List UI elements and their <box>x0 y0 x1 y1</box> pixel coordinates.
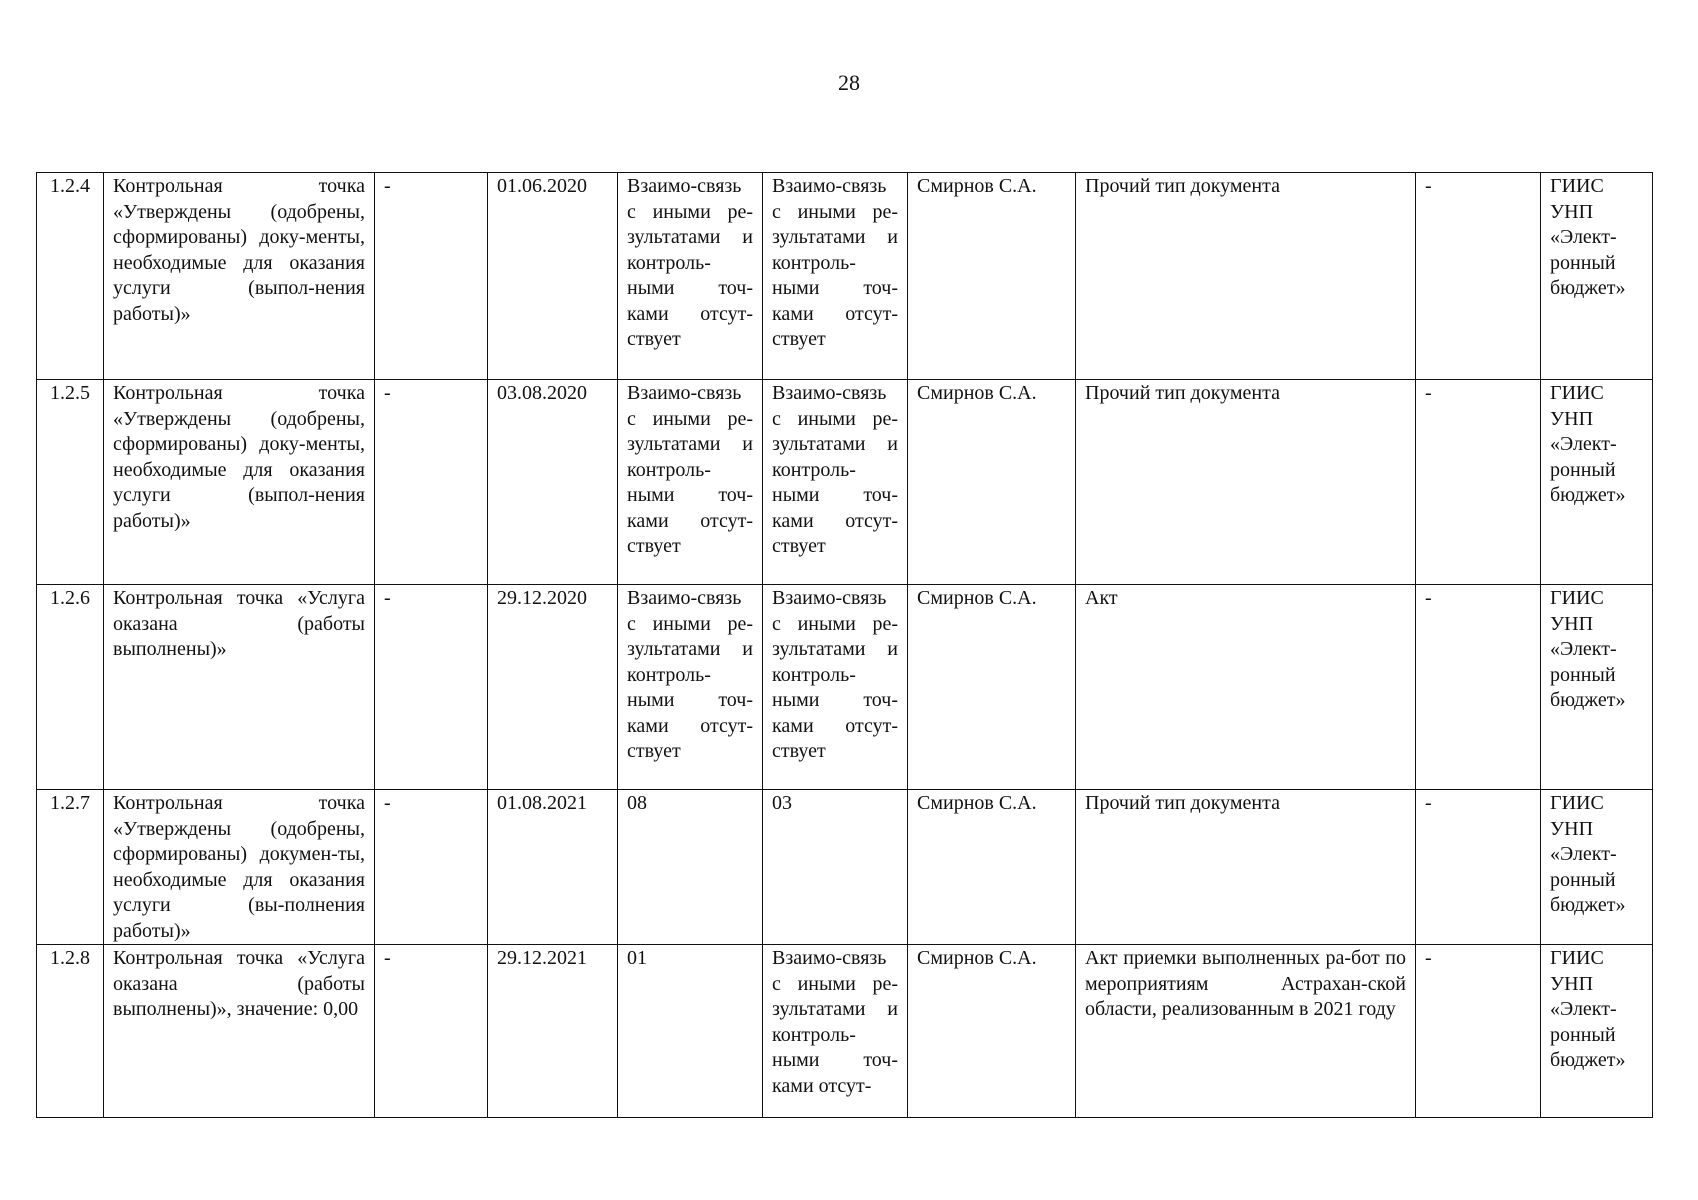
control-points-table <box>36 172 1653 1118</box>
date-cell: 29.12.2020 <box>488 585 618 790</box>
dash-cell: - <box>375 173 488 380</box>
dash-cell: - <box>375 585 488 790</box>
dash-cell: - <box>1416 380 1541 585</box>
date-cell: 03.08.2020 <box>488 380 618 585</box>
control-point-name: Контрольная точка «Услуга оказана (работы выполнены)», значение: 0,00 <box>104 945 375 1118</box>
system-cell: ГИИС УНП «Элект-ронный бюджет» <box>1541 173 1653 380</box>
date-cell: 01.06.2020 <box>488 173 618 380</box>
dash-cell: - <box>375 945 488 1118</box>
table-row <box>37 380 1653 585</box>
row-number: 1.2.5 <box>37 380 104 585</box>
control-point-name: Контрольная точка «Утверждены (одобрены, сформированы) доку-менты, необходимые для оказания услуги (выпол-нения работы)» <box>104 173 375 380</box>
relation-cell: Взаимо-связь с иными ре-зультатами и контроль-ными точ-ками отсут- <box>763 945 908 1118</box>
table-row <box>37 173 1653 380</box>
page-number: 28 <box>838 70 860 95</box>
dash-cell: - <box>1416 945 1541 1118</box>
row-number: 1.2.8 <box>37 945 104 1118</box>
document-type-cell: Акт приемки выполненных ра-бот по мероприятиям Астрахан-ской области, реализованным в 2021 году <box>1076 945 1416 1118</box>
document-type-cell: Прочий тип документа <box>1076 790 1416 945</box>
document-type-cell: Акт <box>1076 585 1416 790</box>
relation-cell: 01 <box>618 945 763 1118</box>
row-number: 1.2.6 <box>37 585 104 790</box>
dash-cell: - <box>1416 790 1541 945</box>
row-number: 1.2.7 <box>37 790 104 945</box>
responsible-cell: Смирнов С.А. <box>908 585 1076 790</box>
control-point-name: Контрольная точка «Услуга оказана (работы выполнены)» <box>104 585 375 790</box>
system-cell: ГИИС УНП «Элект-ронный бюджет» <box>1541 790 1653 945</box>
document-type-cell: Прочий тип документа <box>1076 173 1416 380</box>
relation-cell: 08 <box>618 790 763 945</box>
responsible-cell: Смирнов С.А. <box>908 380 1076 585</box>
relation-cell: Взаимо-связь с иными ре-зультатами и контроль-ными точ-ками отсут-ствует <box>763 380 908 585</box>
dash-cell: - <box>1416 173 1541 380</box>
date-cell: 01.08.2021 <box>488 790 618 945</box>
control-point-name: Контрольная точка «Утверждены (одобрены, сформированы) доку-менты, необходимые для оказания услуги (выпол-нения работы)» <box>104 380 375 585</box>
dash-cell: - <box>1416 585 1541 790</box>
relation-cell: Взаимо-связь с иными ре-зультатами и контроль-ными точ-ками отсут-ствует <box>763 173 908 380</box>
dash-cell: - <box>375 380 488 585</box>
responsible-cell: Смирнов С.А. <box>908 790 1076 945</box>
control-point-name: Контрольная точка «Утверждены (одобрены, сформированы) докумен-ты, необходимые для оказания услуги (вы-полнения работы)» <box>104 790 375 945</box>
relation-cell: Взаимо-связь с иными ре-зультатами и контроль-ными точ-ками отсут-ствует <box>618 380 763 585</box>
system-cell: ГИИС УНП «Элект-ронный бюджет» <box>1541 585 1653 790</box>
row-number: 1.2.4 <box>37 173 104 380</box>
system-cell: ГИИС УНП «Элект-ронный бюджет» <box>1541 380 1653 585</box>
responsible-cell: Смирнов С.А. <box>908 945 1076 1118</box>
relation-cell: 03 <box>763 790 908 945</box>
relation-cell: Взаимо-связь с иными ре-зультатами и контроль-ными точ-ками отсут-ствует <box>618 585 763 790</box>
relation-cell: Взаимо-связь с иными ре-зультатами и контроль-ными точ-ками отсут-ствует <box>618 173 763 380</box>
table-row <box>37 945 1653 1118</box>
date-cell: 29.12.2021 <box>488 945 618 1118</box>
responsible-cell: Смирнов С.А. <box>908 173 1076 380</box>
table-row <box>37 790 1653 945</box>
dash-cell: - <box>375 790 488 945</box>
table-row <box>37 585 1653 790</box>
system-cell: ГИИС УНП «Элект-ронный бюджет» <box>1541 945 1653 1118</box>
relation-cell: Взаимо-связь с иными ре-зультатами и контроль-ными точ-ками отсут-ствует <box>763 585 908 790</box>
document-type-cell: Прочий тип документа <box>1076 380 1416 585</box>
